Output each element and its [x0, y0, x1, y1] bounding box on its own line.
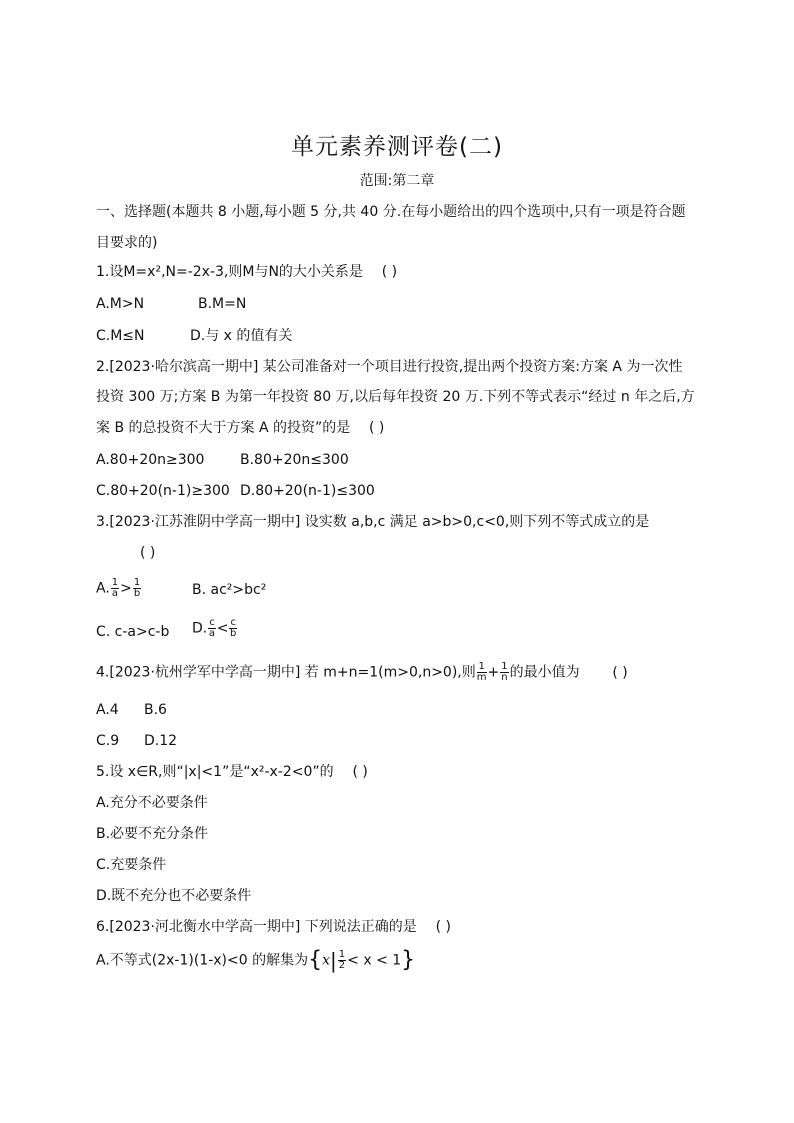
q4-frac-1-over-n: [500, 662, 508, 683]
set-open-brace: {: [308, 947, 323, 973]
q2-answer-paren: ( ): [369, 420, 385, 436]
q2-option-c: C.80+20(n-1)≥300: [96, 483, 230, 499]
q4-option-d: D.12: [144, 733, 178, 749]
q6-option-a-text: A.不等式(2x-1)(1-x)<0 的解集为: [96, 952, 309, 969]
frac-numerator: 1: [133, 577, 141, 588]
frac-numerator: 1: [111, 577, 119, 588]
q1-answer-paren: ( ): [381, 264, 398, 280]
q4-option-c: C.9: [96, 733, 120, 749]
q6-stem-text: 6.[2023·河北衡水中学高一期中] 下列说法正确的是: [96, 919, 417, 935]
frac-denominator: n: [501, 672, 508, 683]
q3-frac-1-over-a: [111, 578, 119, 599]
set-close-brace: }: [401, 947, 416, 973]
scope-subtitle: 范围:第二章: [359, 173, 435, 189]
q2-line3-text: 案 B 的总投资不大于方案 A 的投资”的是: [96, 420, 351, 436]
q3-option-a: [96, 578, 142, 599]
q4-plus-sign: +: [487, 664, 500, 681]
q6-answer-paren: ( ): [435, 919, 451, 935]
q3-frac-c-over-a: [208, 618, 216, 639]
q5-option-b: B.必要不充分条件: [96, 826, 209, 842]
q3-option-c: C. c-a>c-b: [96, 624, 170, 640]
q5-option-d: D.既不充分也不必要条件: [96, 888, 252, 904]
q3-option-a-label: A.: [96, 580, 110, 597]
q6-option-a: [96, 947, 416, 973]
frac-denominator: a: [111, 588, 119, 599]
frac-numerator: c: [230, 617, 236, 628]
question-3-line1: 3.[2023·江苏淮阴中学高一期中] 设实数 a,b,c 满足 a>b>0,c<0,则下列不等式成立的是: [96, 514, 650, 530]
question-2-line2: 投资 300 万;方案 B 为第一年投资 80 万,以后每年投资 20 万.下列不等式表示“经过 n 年之后,方: [96, 389, 695, 405]
set-variable: x: [322, 952, 331, 969]
frac-numerator: c: [209, 617, 215, 628]
q1-option-b: B.M=N: [198, 296, 247, 312]
set-bar: |: [330, 948, 337, 973]
question-5-stem: [96, 762, 382, 782]
q4-answer-paren: ( ): [612, 664, 628, 681]
section-heading-line2: 目要求的): [96, 235, 158, 251]
q3-answer-paren: ( ): [140, 545, 156, 561]
q1-option-c: C.M≤N: [96, 328, 145, 344]
q3-option-d-label: D.: [192, 620, 208, 637]
frac-numerator: 1: [501, 661, 508, 672]
question-6-stem: [96, 917, 465, 937]
q1-option-a: A.M>N: [96, 296, 145, 312]
q4-stem-post: 的最小值为: [509, 664, 580, 681]
q6-frac-one-half: [338, 950, 346, 971]
frac-numerator: 1: [478, 661, 485, 672]
q5-option-c: C.充要条件: [96, 857, 167, 873]
q2-option-b: B.80+20n≤300: [240, 452, 349, 468]
q5-answer-paren: ( ): [352, 764, 368, 780]
frac-denominator: b: [230, 628, 237, 639]
question-4-stem: [96, 662, 642, 683]
frac-denominator: a: [208, 628, 216, 639]
q1-option-d: D.与 x 的值有关: [190, 328, 293, 344]
q5-stem-text: 5.设 x∈R,则“|x|<1”是“x²-x-2<0”的: [96, 764, 334, 780]
q4-option-a: A.4: [96, 702, 119, 718]
q1-stem-text: 1.设M=x²,N=-2x-3,则M与N的大小关系是: [96, 264, 363, 280]
q3-gt-sign: >: [120, 580, 132, 597]
frac-denominator: b: [133, 588, 141, 599]
q5-option-a: A.充分不必要条件: [96, 795, 208, 811]
q2-option-a: A.80+20n≥300: [96, 452, 205, 468]
q3-option-b: B. ac²>bc²: [192, 582, 267, 598]
question-1-stem: [96, 262, 411, 282]
question-2-line1: 2.[2023·哈尔滨高一期中] 某公司准备对一个项目进行投资,提出两个投资方案:方案 A 为一次性: [96, 359, 683, 375]
q4-option-b: B.6: [144, 702, 167, 718]
set-condition: < x < 1: [347, 952, 402, 969]
q3-option-d: [192, 618, 238, 639]
q2-option-d: D.80+20(n-1)≤300: [240, 483, 375, 499]
frac-denominator: 2: [338, 960, 346, 971]
question-2-line3: [96, 418, 399, 438]
q4-frac-1-over-m: [477, 662, 487, 683]
q4-stem-pre: 4.[2023·杭州学军中学高一期中] 若 m+n=1(m>0,n>0),则: [96, 664, 476, 681]
section-heading-line1: 一、选择题(本题共 8 小题,每小题 5 分,共 40 分.在每小题给出的四个选项中,只有一项是符合题: [96, 204, 686, 220]
q3-lt-sign: <: [216, 620, 229, 637]
q3-frac-c-over-b: [229, 618, 237, 639]
frac-denominator: m: [476, 672, 487, 683]
frac-numerator: 1: [338, 949, 346, 960]
page-title: 单元素养测评卷(二): [291, 134, 503, 160]
q3-frac-1-over-b: [133, 578, 141, 599]
